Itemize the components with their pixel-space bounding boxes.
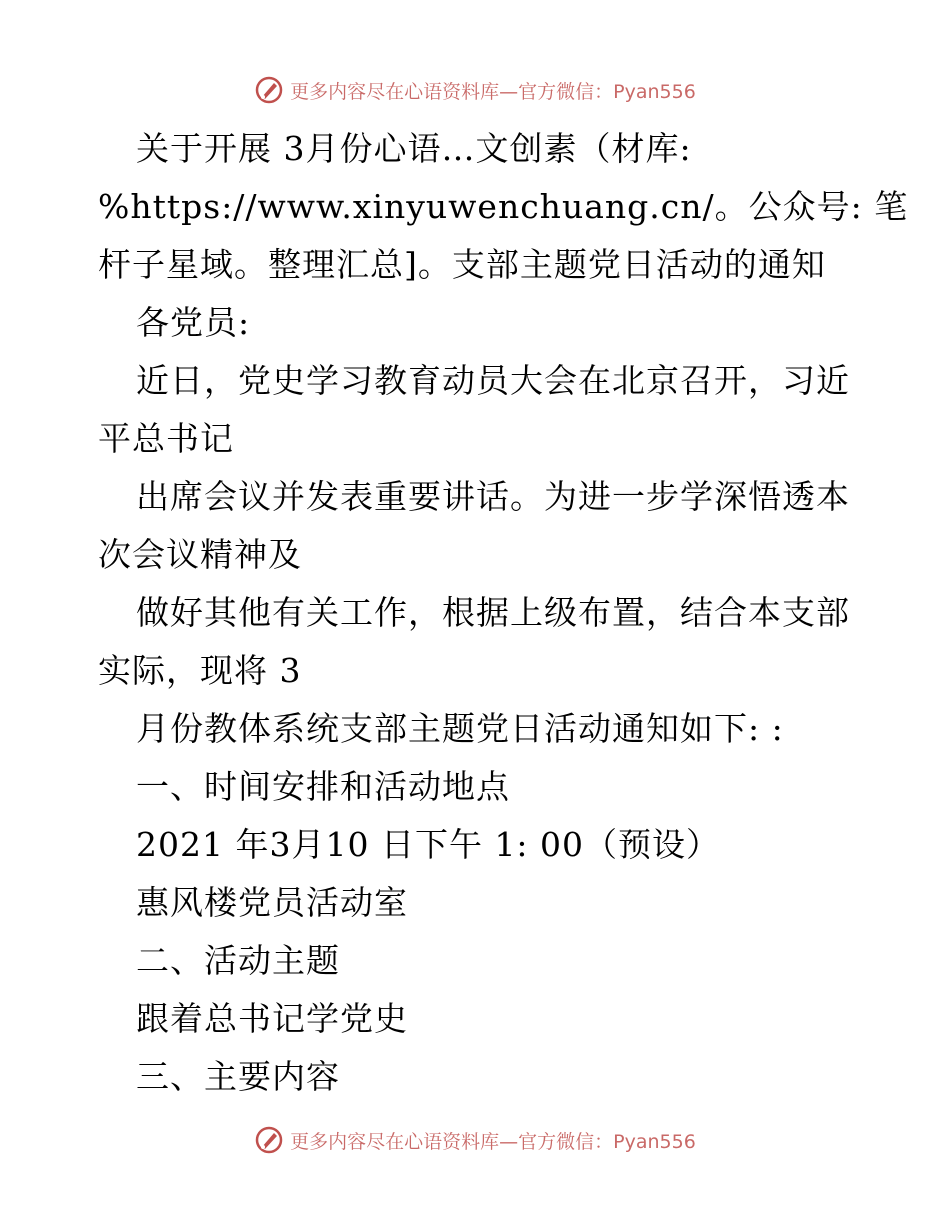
text-line: 跟着总书记学党史 — [136, 999, 408, 1038]
text-line: 出席会议并发表重要讲话。为进一步学深悟透本 — [136, 477, 850, 516]
text-line: 一、时间安排和活动地点 — [136, 767, 510, 806]
header-banner — [0, 70, 950, 110]
banner-text: 更多内容尽在心语资料库—官方微信：Pyan556 — [290, 1130, 696, 1153]
text-line: 惠风楼党员活动室 — [136, 883, 408, 922]
text-line: 实际，现将 3 — [98, 651, 302, 690]
text-line: 做好其他有关工作，根据上级布置，结合本支部 — [136, 593, 850, 632]
pen-logo-icon — [254, 75, 284, 105]
document-body — [98, 120, 909, 1106]
footer-banner — [0, 1120, 950, 1160]
pen-logo-icon — [254, 1125, 284, 1155]
text-line: 三、主要内容 — [136, 1057, 340, 1096]
text-line: 月份教体系统支部主题党日活动通知如下: : — [136, 709, 784, 748]
text-line: 平总书记 — [98, 419, 234, 458]
text-line: 关于开展 3月份心语…文创素（材库: — [136, 129, 692, 168]
text-line: %https://www.xinyuwenchuang.cn/。公众号: 笔 — [98, 187, 909, 226]
text-line: 二、活动主题 — [136, 941, 340, 980]
text-line: 次会议精神及 — [98, 535, 302, 574]
text-line: 近日，党史学习教育动员大会在北京召开，习近 — [136, 361, 850, 400]
banner-text: 更多内容尽在心语资料库—官方微信：Pyan556 — [290, 80, 696, 103]
text-line: 2021 年3月10 日下午 1: 00（预设） — [136, 825, 721, 864]
text-line: 杆子星域。整理汇总]。支部主题党日活动的通知 — [98, 245, 826, 284]
text-line: 各党员: — [136, 303, 251, 342]
